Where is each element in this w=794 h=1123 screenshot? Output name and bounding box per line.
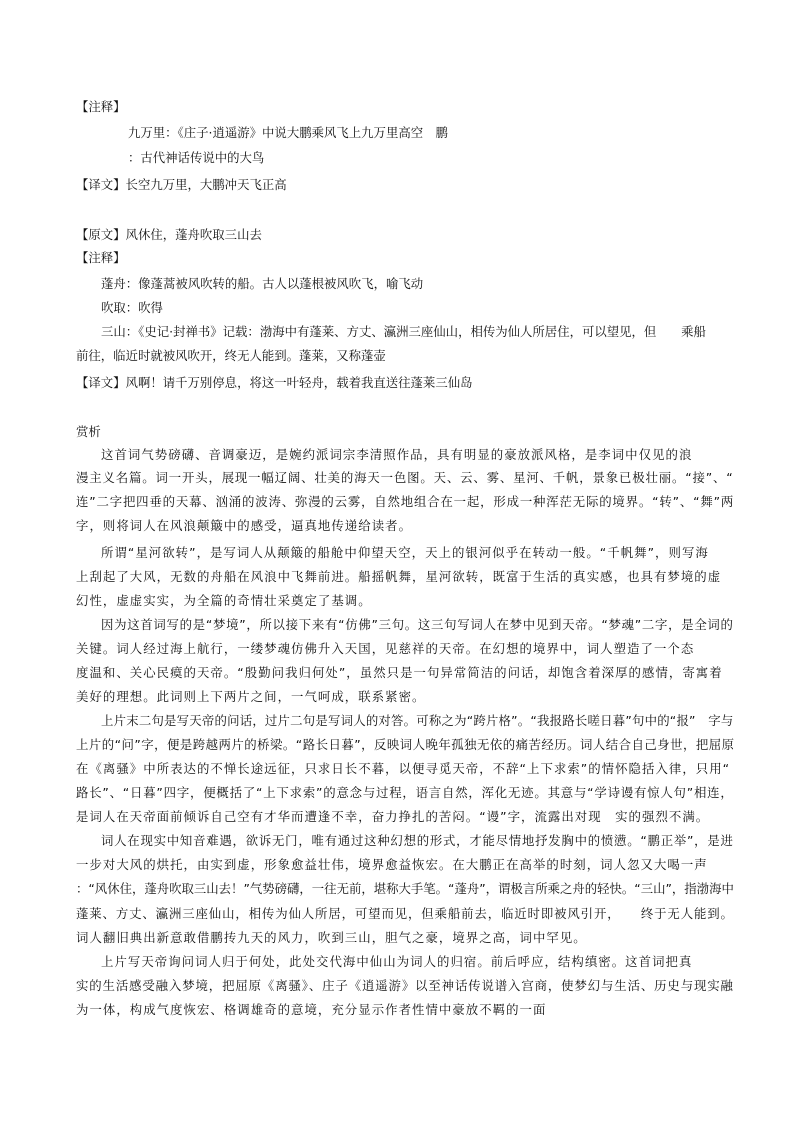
appreciation-line: 是词人在天帝面前倾诉自己空有才华而遭逢不幸，奋力挣扎的苦闷。“谩”字，流露出对现 实的强烈不满。 xyxy=(76,809,710,824)
note-line-jiuwanli: 九万里：《庄子·逍遥游》中说大鹏乘风飞上九万里高空 鹏 xyxy=(128,125,448,140)
appreciation-line: 字，则将词人在风浪颠簸中的感受，逼真地传递给读者。 xyxy=(76,518,413,533)
appreciation-line: 路长”、“日暮”四字，便概括了“上下求索”的意念与过程，语言自然，浑化无迹。其意与“学诗谩有惊人句”相连， xyxy=(76,785,734,800)
notes-header-2: 【注释】 xyxy=(76,250,126,265)
appreciation-line: 漫主义名篇。词一开头，展现一幅辽阔、壮美的海天一色图。天、云、雾、星河、千帆，景象已极壮丽。“接”、“ xyxy=(76,470,734,485)
appreciation-line: 幻性，虚虚实实，为全篇的奇情壮采奠定了基调。 xyxy=(76,593,372,608)
appreciation-line: 上刮起了大风，无数的舟船在风浪中飞舞前进。船摇帆舞，星河欲转，既富于生活的真实感，也具有梦境的虚 xyxy=(76,569,722,584)
note-line-sanshan-cont: 前往，临近时就被风吹开，终无人能到。蓬莱，又称蓬壶 xyxy=(76,348,386,363)
note-line-chuiqu: 吹取：吹得 xyxy=(101,300,163,315)
appreciation-line: 词人翻旧典出新意敢借鹏抟九天的风力，吹到三山，胆气之豪，境界之高，词中罕见。 xyxy=(76,930,587,945)
translation-1: 【译文】长空九万里，大鹏冲天飞正高 xyxy=(76,177,287,192)
appreciation-line: 因为这首词写的是“梦境”，所以接下来有“仿佛”三句。这三句写词人在梦中见到天帝。“梦魂”二字，是全词的 xyxy=(101,617,734,632)
appreciation-line: 上片末二句是写天帝的问话，过片二句是写词人的对答。可称之为“跨片格”。“我报路长嗟日暮”句中的“报” 字与 xyxy=(101,713,734,728)
appreciation-line: 上片的“问”字，便是跨越两片的桥梁。“路长日暮”，反映词人晚年孤独无依的痛苦经历。词人结合自己身世，把屈原 xyxy=(76,737,735,752)
appreciation-line: 上片写天帝询问词人归于何处，此处交代海中仙山为词人的归宿。前后呼应，结构缜密。这首词把真 xyxy=(101,954,693,969)
appreciation-line: 关键。词人经过海上航行，一缕梦魂仿佛升入天国，见慈祥的天帝。在幻想的境界中，词人塑造了一个态 xyxy=(76,641,695,656)
note-line-sanshan: 三山：《史记·封禅书》记载：渤海中有蓬莱、方丈、瀛洲三座仙山，相传为仙人所居住，可以望见，但 乘船 xyxy=(101,324,706,339)
appreciation-line: 度温和、关心民瘼的天帝。“殷勤问我归何处”，虽然只是一句异常简洁的问话，却饱含着深厚的感情，寄寓着 xyxy=(76,665,723,680)
appreciation-line: 实的生活感受融入梦境，把屈原《离骚》、庄子《逍遥游》以至神话传说谱入宫商，使梦幻与生活、历史与现实融 xyxy=(76,978,734,993)
appreciation-line: 为一体，构成气度恢宏、格调雄奇的意境，充分显示作者性情中豪放不羁的一面 xyxy=(76,1002,547,1017)
appreciation-line: 在《离骚》中所表达的不惮长途远征，只求日长不暮，以便寻觅天帝，不辞“上下求索”的情怀隐括入律，只用“ xyxy=(76,761,731,776)
translation-2: 【译文】风啊！请千万别停息，将这一叶轻舟，载着我直送往蓬莱三仙岛 xyxy=(76,375,473,390)
original-text-2: 【原文】风休住，蓬舟吹取三山去 xyxy=(76,227,262,242)
appreciation-line: 蓬莱、方丈、瀛洲三座仙山，相传为仙人所居，可望而见，但乘船前去，临近时即被风引开， 终于无人能到。 xyxy=(76,906,734,921)
appreciation-line: 词人在现实中知音难遇，欲诉无门，唯有通过这种幻想的形式，才能尽情地抒发胸中的愤懑。“鹏正举”，是进 xyxy=(101,833,734,848)
note-line-pengzhou: 蓬舟：像蓬蒿被风吹转的船。古人以蓬根被风吹飞，喻飞动 xyxy=(101,276,424,291)
notes-header-1: 【注释】 xyxy=(76,99,126,114)
appreciation-line: ：“风休住，蓬舟吹取三山去！”气势磅礴，一往无前，堪称大手笔。“蓬舟”，谓极言所乘之舟的轻快。“三山”，指渤海中 xyxy=(76,881,734,896)
appreciation-line: 连”二字把四垂的天幕、汹涌的波涛、弥漫的云雾，自然地组合在一起，形成一种浑茫无际的境界。“转”、“舞”两 xyxy=(76,494,735,509)
appreciation-line: 美好的理想。此词则上下两片之间，一气呵成，联系紧密。 xyxy=(76,689,426,704)
appreciation-line: 所谓“星河欲转”，是写词人从颠簸的船舱中仰望天空，天上的银河似乎在转动一般。“千帆舞”，则写海 xyxy=(101,545,709,560)
note-line-peng: ：古代神话传说中的大鸟 xyxy=(128,150,265,165)
appreciation-title: 赏析 xyxy=(76,424,101,439)
appreciation-line: 一步对大风的烘托，由实到虚，形象愈益壮伟，境界愈益恢宏。在大鹏正在高举的时刻，词人忽又大喝一声 xyxy=(76,857,708,872)
appreciation-line: 这首词气势磅礴、音调豪迈，是婉约派词宗李清照作品，具有明显的豪放派风格，是李词中仅见的浪 xyxy=(101,447,693,462)
